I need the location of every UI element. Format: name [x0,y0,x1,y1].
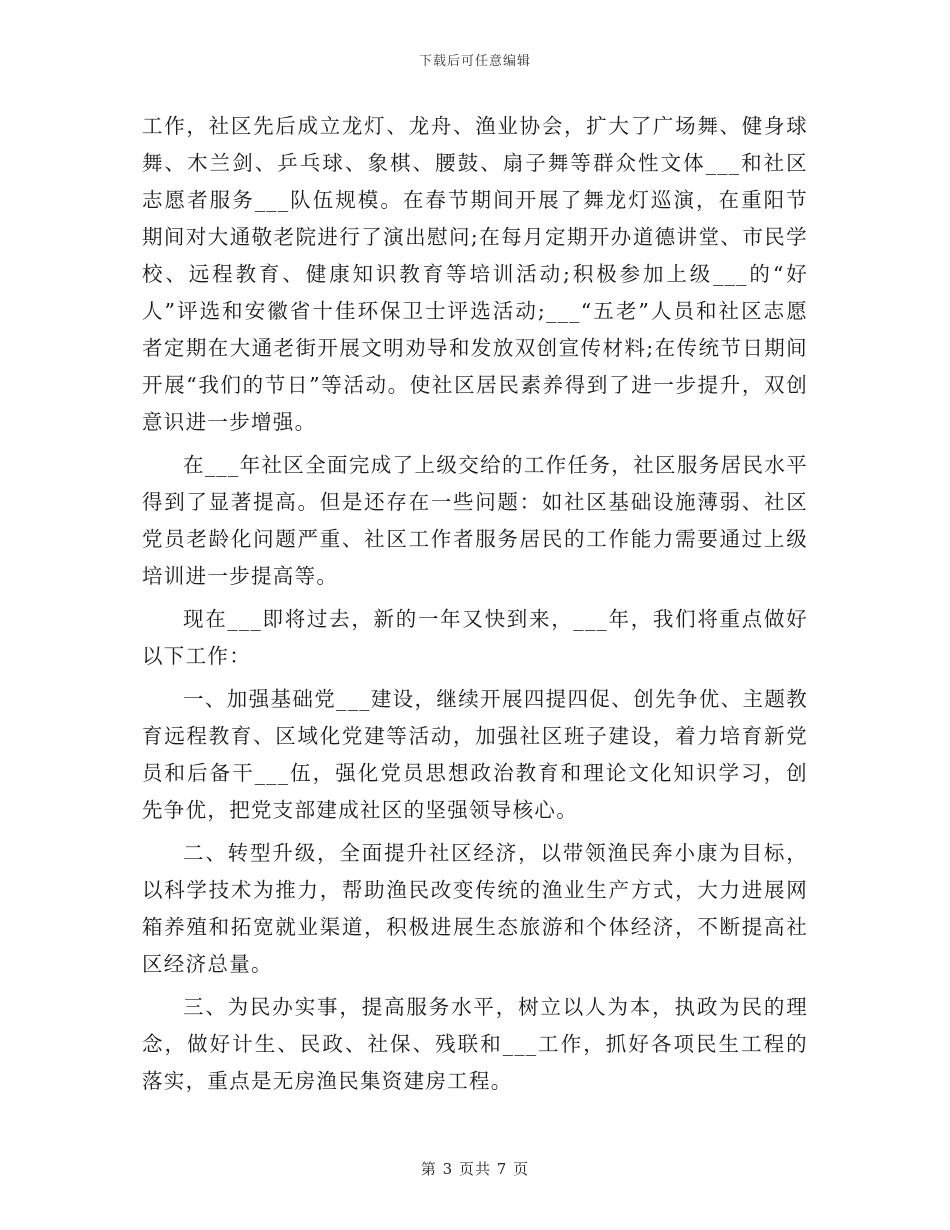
paragraph-plan-item-1: 一、加强基础党___建设，继续开展四提四促、创先争优、主题教育远程教育、区域化党建等活动，加强社区班子建设，着力培育新党员和后备干___伍，强化党员思想政治教育和理论文化知识学习，创先争优，把党支部建成社区的坚强领导核心。 [142,687,808,822]
paragraph-continuation: 工作，社区先后成立龙灯、龙舟、渔业协会，扩大了广场舞、健身球舞、木兰剑、乒乓球、象棋、腰鼓、扇子舞等群众性文体___和社区志愿者服务___队伍规模。在春节期间开展了舞龙灯巡演，在重阳节期间对大通敬老院进行了演出慰问;在每月定期开办道德讲堂、市民学校、远程教育、健康知识教育等培训活动;积极参加上级___的“好人”评选和安徽省十佳环保卫士评选活动;___“五老”人员和社区志愿者定期在大通老街开展文明劝导和发放双创宣传材料;在传统节日期间开展“我们的节日”等活动。使社区居民素养得到了进一步提升，双创意识进一步增强。 [142,114,808,434]
paragraph-plan-item-2: 二、转型升级，全面提升社区经济，以带领渔民奔小康为目标，以科学技术为推力，帮助渔民改变传统的渔业生产方式，大力进展网箱养殖和拓宽就业渠道，积极进展生态旅游和个体经济，不断提高社区经济总量。 [142,841,808,976]
document-body [142,108,808,1106]
page-footer: 第 3 页共 7 页 [420,1160,530,1178]
page-header: 下载后可任意编辑 [418,54,531,69]
paragraph-plan-item-3: 三、为民办实事，提高服务水平，树立以人为本，执政为民的理念，做好计生、民政、社保、残联和___工作，抓好各项民生工程的落实，重点是无房渔民集资建房工程。 [142,995,808,1093]
paragraph-summary: 在___年社区全面完成了上级交给的工作任务，社区服务居民水平得到了显著提高。但是还存在一些问题：如社区基础设施薄弱、社区党员老龄化问题严重、社区工作者服务居民的工作能力需要通过上级培训进一步提高等。 [142,453,808,588]
paragraph-plan-intro: 现在___即将过去，新的一年又快到来，___年，我们将重点做好以下工作： [142,607,808,668]
